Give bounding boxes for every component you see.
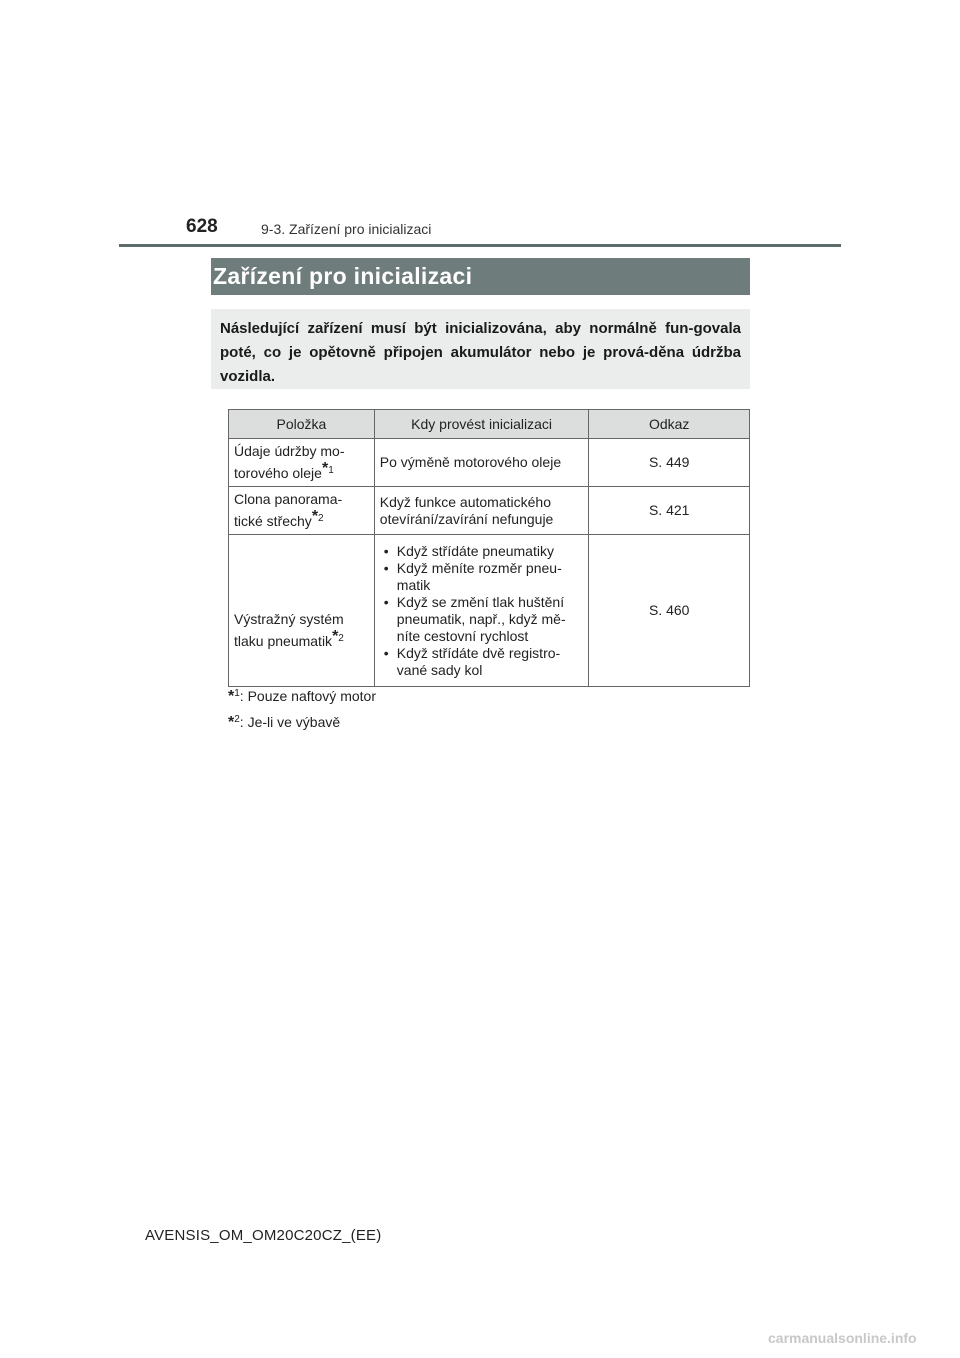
footnote-ref: *1 [321, 460, 334, 477]
ref-cell: S. 460 [589, 535, 750, 687]
list-item: • Když měníte rozměr pneu- matik [380, 560, 584, 594]
page-number: 628 [186, 216, 218, 237]
document-code: AVENSIS_OM_OM20C20CZ_(EE) [145, 1227, 382, 1244]
header-item: Položka [229, 410, 375, 439]
watermark: carmanualsonline.info [768, 1330, 917, 1346]
table-row [229, 439, 750, 487]
section-title: Zařízení pro inicializaci [211, 258, 750, 295]
header-ref: Odkaz [589, 410, 750, 439]
footnote-ref: *2 [332, 628, 344, 645]
intro-note [211, 309, 750, 389]
list-item: • Když střídáte pneumatiky [380, 543, 584, 560]
footnote-2: *$^2$: Je-li ve výbavě [228, 714, 341, 731]
table-row [229, 487, 750, 535]
when-cell: Po výměně motorového oleje [374, 439, 589, 487]
footnote-ref: *2 [311, 508, 324, 525]
header-when: Kdy provést inicializaci [374, 410, 589, 439]
item-cell: Clona panorama- tické střechy$^{*2}$ [229, 487, 375, 535]
item-cell: Výstražný systém tlaku pneumatik$^{*2}$ [229, 535, 375, 687]
when-cell [374, 535, 589, 687]
footnote-1: *$^1$: Pouze naftový motor [228, 688, 376, 705]
when-cell: Když funkce automatického otevírání/zavírání nefunguje [374, 487, 589, 535]
list-item: • Když se změní tlak huštění pneumatik, např., když mě- níte cestovní rychlost [380, 594, 584, 645]
chapter-header: 9-3. Zařízení pro inicializaci [261, 221, 432, 237]
table-header-row [229, 410, 750, 439]
header-divider [119, 244, 841, 247]
ref-cell: S. 421 [589, 487, 750, 535]
intro-text: Následující zařízení musí být inicializována, aby normálně fun-govala poté, co je opětovně připojen akumulátor nebo je prová-děna údržba vozidla. [220, 320, 741, 385]
initialization-table [228, 409, 750, 687]
list-item: • Když střídáte dvě registro- vané sady kol [380, 645, 584, 679]
table-row [229, 535, 750, 687]
ref-cell: S. 449 [589, 439, 750, 487]
condition-list [380, 543, 584, 679]
item-cell: Údaje údržby mo- torového oleje$^{*1}$ [229, 439, 375, 487]
